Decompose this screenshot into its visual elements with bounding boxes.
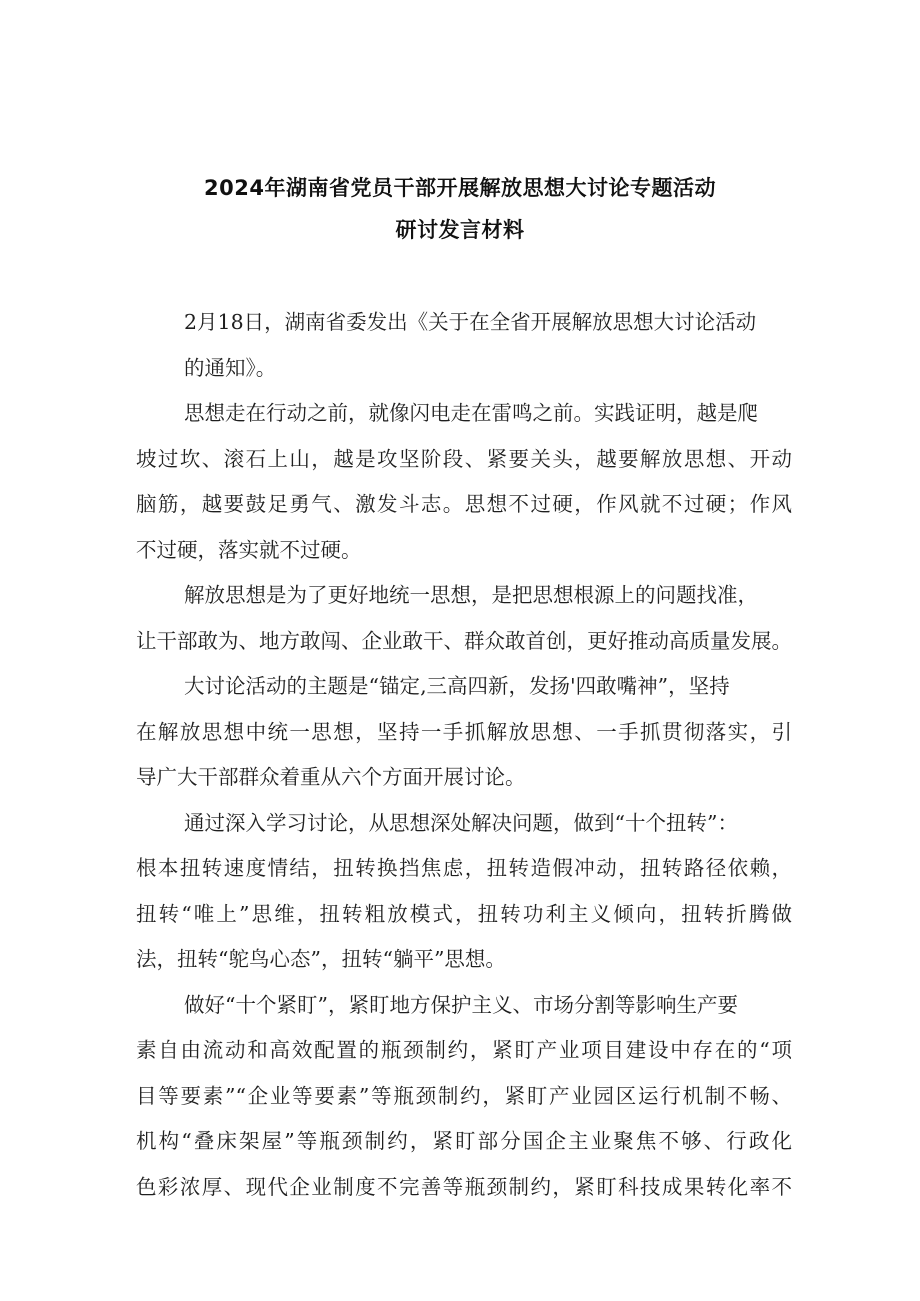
paragraph-line: 解放思想是为了更好地统一思想，是把思想根源上的问题找准， <box>184 583 758 607</box>
paragraph-line: 通过深入学习讨论，从思想深处解决问题，做到“十个扭转”： <box>184 810 738 835</box>
document-body <box>136 300 796 1210</box>
paragraph-line: 素自由流动和高效配置的瓶颈制约，紧盯产业项目建设中存在的“项 <box>136 1038 792 1062</box>
paragraph-line: 目等要素”“企业等要素”等瓶颈制约，紧盯产业园区运行机制不畅、 <box>136 1083 792 1108</box>
document-title: 2024年湖南省党员干部开展解放思想大讨论专题活动 <box>204 176 716 200</box>
paragraph-line: 导广大干部群众着重从六个方面开展讨论。 <box>136 765 526 789</box>
paragraph-line: 不过硬，落实就不过硬。 <box>136 537 362 562</box>
paragraph-line: 机构“叠床架屋”等瓶颈制约，紧盯部分国企主业聚焦不够、行政化 <box>136 1129 792 1153</box>
paragraph-line: 大讨论活动的主题是“锚定‚三高四新，发扬'四敢嘴神”，坚持 <box>184 674 730 698</box>
document-subtitle: 研讨发言材料 <box>395 218 525 242</box>
paragraph-line: 法，扭转“鸵鸟心态”，扭转“躺平”思想。 <box>136 947 506 971</box>
paragraph-line: 脑筋，越要鼓足勇气、激发斗志。思想不过硬，作风就不过硬；作风 <box>136 492 792 516</box>
paragraph-line: 思想走在行动之前，就像闪电走在雷鸣之前。实践证明，越是爬 <box>184 401 758 425</box>
paragraph-line: 色彩浓厚、现代企业制度不完善等瓶颈制约，紧盯科技成果转化率不 <box>136 1174 792 1199</box>
paragraph-line: 的通知》。 <box>184 355 277 380</box>
paragraph-line: 根本扭转速度情结，扭转换挡焦虑，扭转造假冲动，扭转路径依赖， <box>136 856 792 880</box>
paragraph-line: 让干部敢为、地方敢闯、企业敢干、群众敢首创，更好推动高质量发展。 <box>136 628 792 653</box>
paragraph-line: 做好“十个紧盯”，紧盯地方保护主义、市场分割等影响生产要 <box>184 992 738 1017</box>
paragraph-line: 2月18日，湖南省委发出《关于在全省开展解放思想大讨论活动 <box>184 310 757 334</box>
paragraph-line: 扭转“唯上”思维，扭转粗放模式，扭转功利主义倾向，扭转折腾做 <box>136 901 792 926</box>
paragraph-line: 坡过坎、滚石上山，越是攻坚阶段、紧要关头，越要解放思想、开动 <box>136 446 792 471</box>
paragraph-line: 在解放思想中统一思想，坚持一手抓解放思想、一手抓贯彻落实，引 <box>136 719 792 744</box>
